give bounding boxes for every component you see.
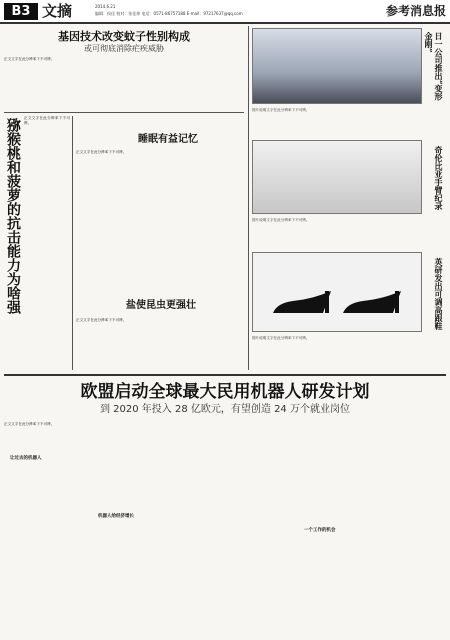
article-title: 睡眠有益记忆 xyxy=(138,134,198,145)
article-tiger xyxy=(4,116,70,370)
article-body: 正文文字在此分辨率下不可辨。 xyxy=(4,422,55,426)
divider xyxy=(72,116,73,370)
photo xyxy=(252,252,422,332)
subhead: 一个工作的机会 xyxy=(304,528,336,533)
page-header xyxy=(0,0,450,24)
editor-contact-line: 编辑：侯佳 校对：张佳炜 电话：0571-86757188 E-mail：97217637@qq.com xyxy=(95,11,243,16)
article-title: 英研发出可调高跟鞋 xyxy=(434,258,444,330)
divider xyxy=(4,112,244,113)
page-number-badge: B3 xyxy=(4,3,38,20)
article-subtitle: 或可彻底消除疟疾威胁 xyxy=(84,44,164,53)
photo xyxy=(252,140,422,214)
photo-caption: 图片说明文字在此分辨率下不可辨。 xyxy=(252,218,310,222)
article-title: 基因技术改变蚊子性别构成 xyxy=(58,30,190,43)
article-title: 日一公司推出“变形金刚” xyxy=(424,32,444,101)
newspaper-name: 参考消息报 xyxy=(385,4,446,18)
section-title: 文摘 xyxy=(42,2,73,20)
divider xyxy=(248,26,249,370)
article-sleep xyxy=(76,116,244,234)
article-title: 欧盟启动全球最大民用机器人研发计划 xyxy=(80,382,370,402)
article-title: 奇伦比亚手臂纪录 xyxy=(434,146,444,210)
subhead: 让过去的机器人 xyxy=(10,456,42,461)
right-item-3 xyxy=(252,252,446,370)
article-title: 盐使昆虫更强壮 xyxy=(126,300,196,311)
article-mosquito xyxy=(4,28,244,110)
article-body: 正文文字在此分辨率下不可辨。 xyxy=(76,150,127,154)
photo-caption: 图片说明文字在此分辨率下不可辨。 xyxy=(252,108,310,112)
article-subtitle: 到 2020 年投入 28 亿欧元，有望创造 24 万个就业岗位 xyxy=(100,404,350,415)
article-salt xyxy=(76,238,244,370)
divider xyxy=(4,374,446,376)
article-body: 正文文字在此分辨率下不可辨。 xyxy=(24,116,70,125)
issue-date: 2014.6.21 xyxy=(95,4,116,9)
photo-caption: 图片说明文字在此分辨率下不可辨。 xyxy=(252,336,310,340)
right-item-1 xyxy=(252,28,446,136)
article-robot xyxy=(4,378,446,636)
article-title: 猕猴桃和菠萝的抗击能力为啥强 xyxy=(5,118,21,314)
right-item-2 xyxy=(252,140,446,248)
photo xyxy=(252,28,422,104)
article-body: 正文文字在此分辨率下不可辨。 xyxy=(76,318,127,322)
article-body: 正文文字在此分辨率下不可辨。 xyxy=(4,57,55,61)
subhead: 机器人给经济增长 xyxy=(98,514,134,519)
high-heel-shoes-illustration xyxy=(253,253,423,333)
